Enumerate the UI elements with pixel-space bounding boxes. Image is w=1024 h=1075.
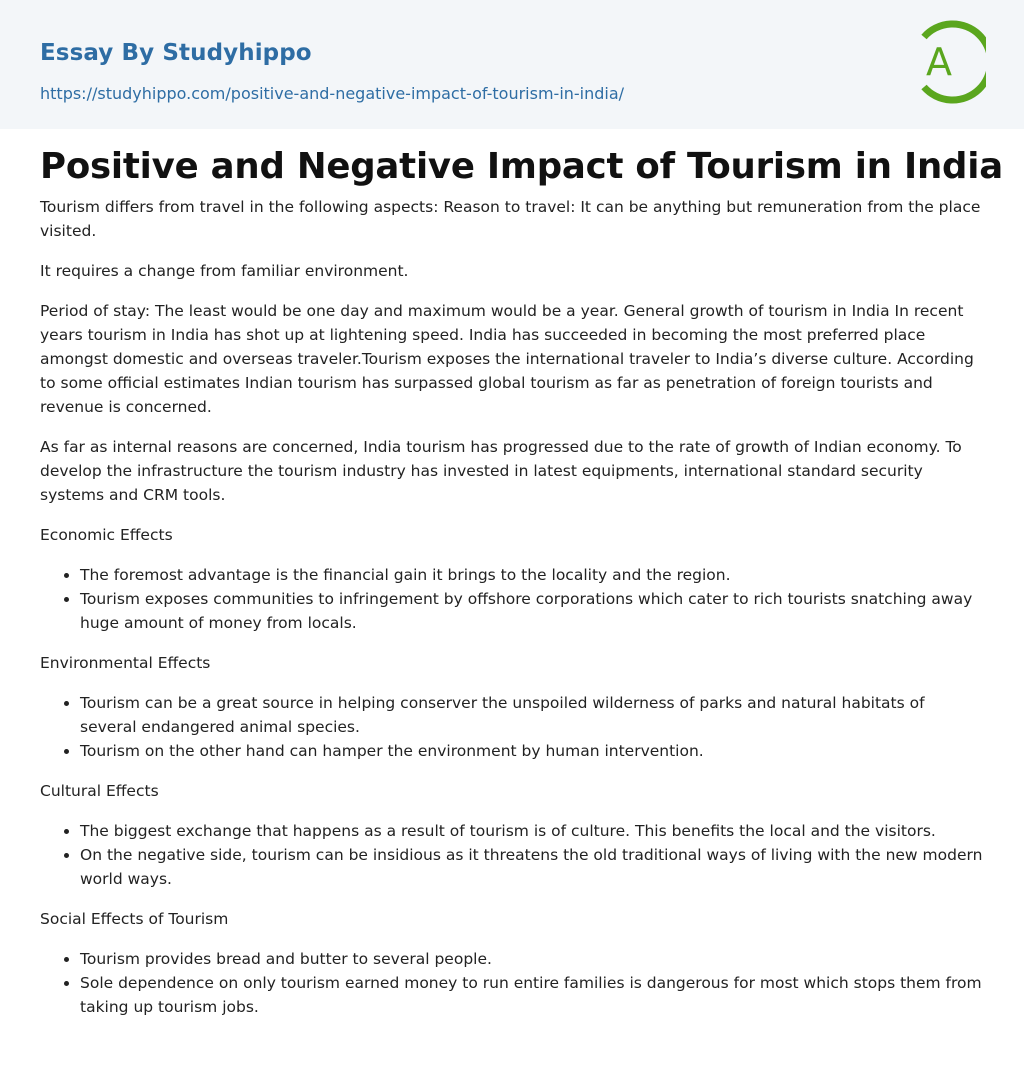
list-item: • On the negative side, tourism can be insidious as it threatens the old traditional ways of living with the new modern world ways. xyxy=(80,843,984,891)
brand-title[interactable]: Essay By Studyhippo xyxy=(40,40,312,66)
economic-effects-list xyxy=(40,563,984,635)
paragraph-internal-reasons: As far as internal reasons are concerned, India tourism has progressed due to the rate of growth of Indian economy. To develop the infrastructure the tourism industry has invested in latest equipments, international standard security systems and CRM tools. xyxy=(40,438,962,504)
page-title: Positive and Negative Impact of Tourism in India xyxy=(40,146,1003,187)
section-heading-cultural: Cultural Effects xyxy=(40,782,159,800)
essay-content xyxy=(40,143,1003,1035)
section-heading-environmental: Environmental Effects xyxy=(40,654,211,672)
paragraph-intro: Tourism differs from travel in the following aspects: Reason to travel: It can be anything but remuneration from the place visited. xyxy=(40,198,981,240)
section-heading-social: Social Effects of Tourism xyxy=(40,910,229,928)
paragraph-period-of-stay: Period of stay: The least would be one day and maximum would be a year. General growth of tourism in India In recent years tourism in India has shot up at lightening speed. India has succeeded in becoming the most preferred place amongst domestic and overseas traveler.Tourism exposes the international traveler to India’s diverse culture. According to some official estimates Indian tourism has surpassed global tourism as far as penetration of foreign tourists and revenue is concerned. xyxy=(40,302,974,416)
source-url-link[interactable]: https://studyhippo.com/positive-and-negative-impact-of-tourism-in-india/ xyxy=(40,84,625,103)
list-item: • Tourism can be a great source in helping conserver the unspoiled wilderness of parks and natural habitats of several endangered animal species. xyxy=(80,691,984,739)
environmental-effects-list xyxy=(40,691,984,763)
list-item: • Tourism on the other hand can hamper the environment by human intervention. xyxy=(80,739,984,763)
list-item: • The foremost advantage is the financial gain it brings to the locality and the region. xyxy=(80,563,984,587)
site-header xyxy=(0,0,1024,129)
paragraph-environment-change: It requires a change from familiar environment. xyxy=(40,262,409,280)
list-item: • Sole dependence on only tourism earned money to run entire families is dangerous for most which stops them from taking up tourism jobs. xyxy=(80,971,984,1019)
list-item: • The biggest exchange that happens as a result of tourism is of culture. This benefits the local and the visitors. xyxy=(80,819,984,843)
list-item: • Tourism provides bread and butter to several people. xyxy=(80,947,984,971)
cultural-effects-list xyxy=(40,819,984,891)
section-heading-economic: Economic Effects xyxy=(40,526,173,544)
logo-letter: A xyxy=(926,40,952,84)
social-effects-list xyxy=(40,947,984,1019)
studyhippo-logo[interactable] xyxy=(912,19,986,105)
list-item: • Tourism exposes communities to infringement by offshore corporations which cater to rich tourists snatching away huge amount of money from locals. xyxy=(80,587,984,635)
